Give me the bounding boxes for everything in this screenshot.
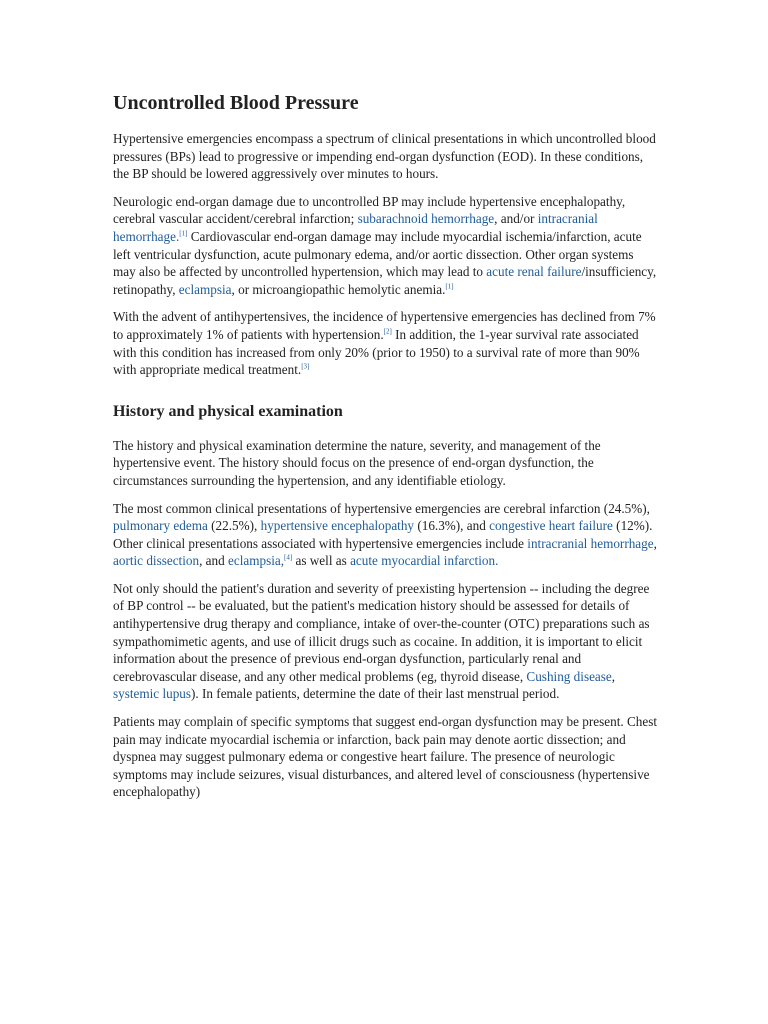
paragraph-history-intro: The history and physical examination determine the nature, severity, and management of the hypertensive event. The history should focus on the presence of end-organ dysfunction, the circumstances surrounding the hypertension, and any identifiable etiology. <box>113 437 601 488</box>
link-eclampsia[interactable]: eclampsia <box>178 281 232 297</box>
link-eclampsia-2[interactable]: eclampsia, <box>228 553 285 569</box>
paragraph-medication-history <box>113 580 658 703</box>
text-span: , or microangiopathic hemolytic anemia. <box>231 281 446 297</box>
text-span: In addition, the 1-year survival rate associated with this condition has increased from only 20% (prior to 1950) to a survival rate of more than 90% with appropriate medical treatment. <box>113 326 640 378</box>
link-cushing-disease[interactable]: Cushing disease <box>526 668 612 684</box>
paragraph-symptoms: Patients may complain of specific symptoms that suggest end-organ dysfunction may be present. Chest pain may indicate myocardial ischemia or infarction, back pain may denote aortic dissection; and dyspnea may suggest pulmonary edema or congestive heart failure. The presence of neurologic symptoms may include seizures, visual disturbances, and altered level of consciousness (hypertensive encephalopathy) <box>113 714 658 800</box>
text-span: (12%). Other clinical presentations associated with hypertensive emergencies include <box>113 518 653 551</box>
text-span: ). In female patients, determine the date of their last menstrual period. <box>191 686 560 702</box>
text-span: Neurologic end-organ damage due to uncontrolled BP may include hypertensive encephalopathy, cerebral vascular accident/cerebral infarction; <box>113 193 626 227</box>
link-pulmonary-edema[interactable]: pulmonary edema <box>113 518 208 534</box>
text-span: , <box>611 668 616 684</box>
page-title: Uncontrolled Blood Pressure <box>113 92 359 114</box>
document-page <box>113 90 658 811</box>
text-span: (22.5%), <box>207 518 261 534</box>
text-span: , and <box>199 553 228 569</box>
link-hypertensive-encephalopathy[interactable]: hypertensive encephalopathy <box>260 518 415 534</box>
text-span: Cardiovascular end-organ damage may include myocardial ischemia/infarction, acute left ventricular dysfunction, acute pulmonary edema, and/or aortic dissection. Other organ systems may also be affected by uncontrolled hypertension, which may lead to <box>113 228 642 280</box>
reference-marker[interactable]: [1] <box>179 229 188 238</box>
paragraph-clinical-presentations <box>113 500 658 570</box>
link-aortic-dissection[interactable]: aortic dissection <box>113 553 200 569</box>
text-span: , <box>653 535 657 551</box>
link-intracranial-hemorrhage-2[interactable]: intracranial hemorrhage <box>527 535 654 551</box>
link-subarachnoid-hemorrhage[interactable]: subarachnoid hemorrhage <box>357 211 495 227</box>
link-acute-renal-failure[interactable]: acute renal failure <box>486 264 582 280</box>
text-span: The most common clinical presentations of hypertensive emergencies are cerebral infarction (24.5%), <box>113 500 650 516</box>
text-span: Not only should the patient's duration and severity of preexisting hypertension -- including the degree of BP control -- be evaluated, but the patient's medication history should be assessed for details of antihypertensive drug therapy and compliance, intake of over-the-counter (OTC) preparations such as sympathomimetic agents, and use of illicit drugs such as cocaine. In addition, it is important to elicit information about the presence of previous end-organ dysfunction, particularly renal and cerebrovascular disease, and any other medical problems (eg, thyroid disease, <box>113 580 650 684</box>
text-span: , and/or <box>494 211 538 227</box>
link-acute-myocardial-infarction[interactable]: acute myocardial infarction. <box>350 553 499 569</box>
reference-marker[interactable]: [3] <box>301 362 310 371</box>
text-span: With the advent of antihypertensives, the incidence of hypertensive emergencies has declined from 7% to approximately 1% of patients with hypertension. <box>113 309 656 342</box>
reference-marker[interactable]: [1] <box>445 282 454 291</box>
text-span: (16.3%), and <box>414 518 490 534</box>
paragraph-intro: Hypertensive emergencies encompass a spectrum of clinical presentations in which uncontrolled blood pressures (BPs) lead to progressive or impending end-organ dysfunction (EOD). In these conditions, the BP should be lowered aggressively over minutes to hours. <box>113 131 656 182</box>
paragraph-incidence <box>113 308 658 378</box>
text-span: /insufficiency, retinopathy, <box>113 264 657 297</box>
reference-marker[interactable]: [2] <box>383 327 392 336</box>
link-congestive-heart-failure[interactable]: congestive heart failure <box>489 518 613 534</box>
link-systemic-lupus[interactable]: systemic lupus <box>113 686 192 702</box>
text-span: as well as <box>292 553 351 569</box>
paragraph-end-organ-damage <box>113 193 658 299</box>
section-heading-history: History and physical examination <box>113 402 343 420</box>
link-intracranial-hemorrhage[interactable]: intracranial hemorrhage. <box>113 211 598 244</box>
reference-marker[interactable]: [4] <box>284 553 293 562</box>
